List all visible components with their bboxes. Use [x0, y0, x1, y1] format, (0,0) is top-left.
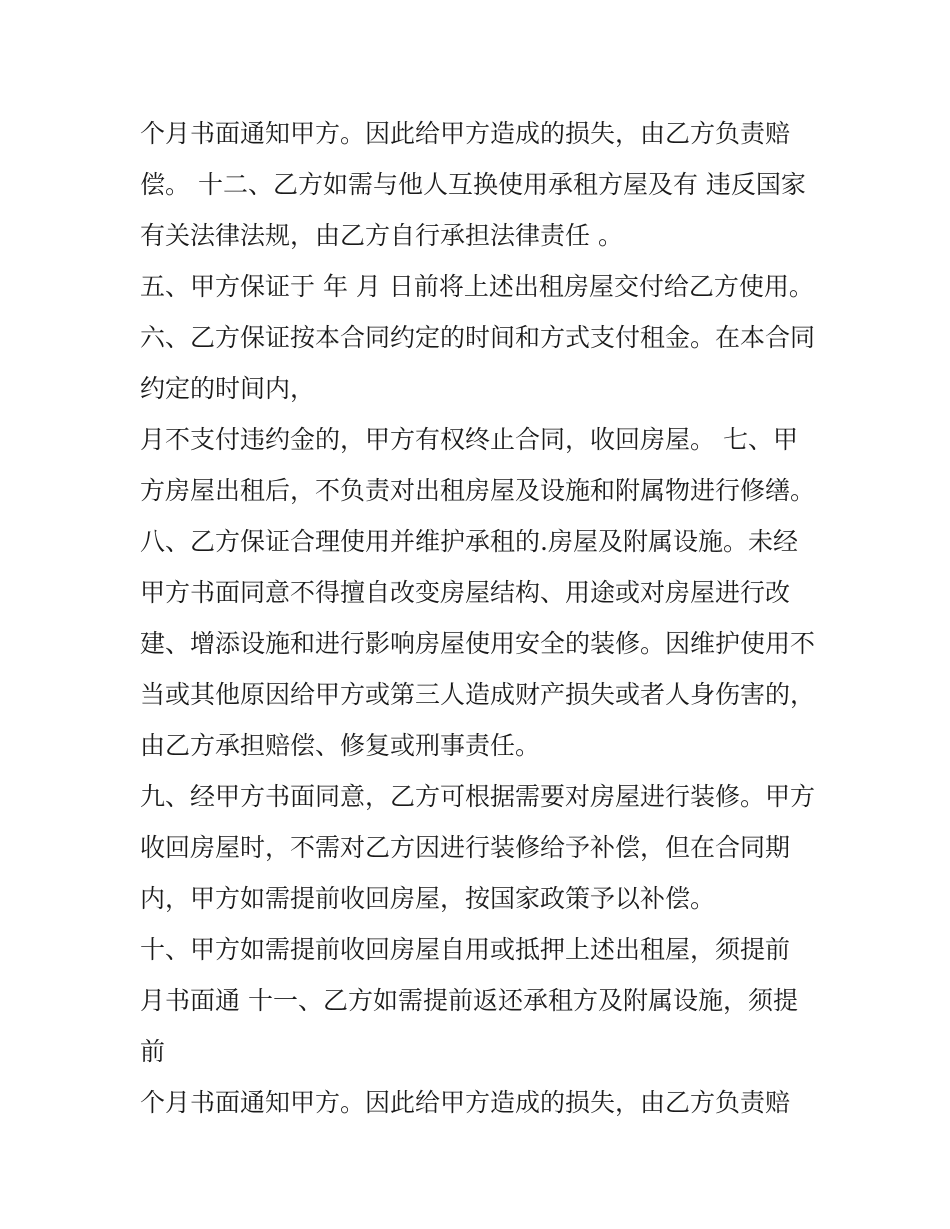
text-line: 月不支付违约金的，甲方有权终止合同，收回房屋。 七、甲 [140, 425, 798, 454]
text-line: 甲方书面同意不得擅自改变房屋结构、用途或对房屋进行改 [140, 578, 791, 607]
text-line: 内，甲方如需提前收回房屋，按国家政策予以补偿。 [140, 884, 716, 913]
text-line: 约定的时间内， [140, 374, 316, 403]
text-line: 当或其他原因给甲方或第三人造成财产损失或者人身伤害的， [140, 680, 816, 709]
text-line: 九、经甲方书面同意，乙方可根据需要对房屋进行装修。甲方 [140, 782, 816, 811]
text-line: 方房屋出租后，不负责对出租房屋及设施和附属物进行修缮。 [140, 476, 816, 505]
contract-text [140, 108, 830, 1128]
text-line: 个月书面通知甲方。因此给甲方造成的损失，由乙方负责赔 [140, 119, 791, 148]
text-line: 八、乙方保证合理使用并维护承租的.房屋及附属设施。未经 [140, 527, 798, 556]
text-line: 由乙方承担赔偿、修复或刑事责任。 [140, 731, 541, 760]
text-line: 十、甲方如需提前收回房屋自用或抵押上述出租屋，须提前 [140, 935, 791, 964]
text-line: 个月书面通知甲方。因此给甲方造成的损失，由乙方负责赔 [140, 1088, 791, 1117]
text-line: 偿。 十二、乙方如需与他人互换使用承租方屋及有 违反国家 [140, 170, 806, 199]
text-line: 月书面通 十一、乙方如需提前返还承租方及附属设施，须提 [140, 986, 798, 1015]
text-line: 六、乙方保证按本合同约定的时间和方式支付租金。在本合同 [140, 323, 816, 352]
text-line: 前 [140, 1037, 166, 1066]
text-line: 有关法律法规，由乙方自行承担法律责任 。 [140, 221, 623, 250]
text-line: 建、增添设施和进行影响房屋使用安全的装修。因维护使用不 [140, 629, 816, 658]
text-line: 五、甲方保证于 年 月 日前将上述出租房屋交付给乙方使用。 [140, 272, 814, 301]
text-line: 收回房屋时，不需对乙方因进行装修给予补偿，但在合同期 [140, 833, 791, 862]
